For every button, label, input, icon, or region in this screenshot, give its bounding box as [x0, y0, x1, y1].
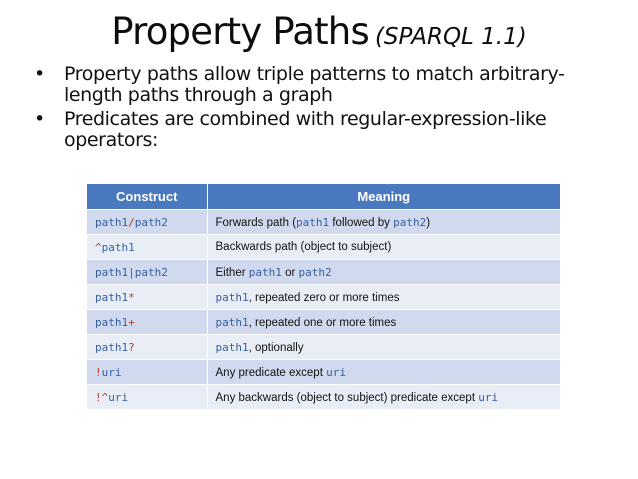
- code-token: uri: [101, 365, 122, 379]
- header-meaning: Meaning: [207, 184, 560, 210]
- operator-token: ^: [95, 240, 102, 254]
- code-token: path1: [215, 290, 249, 304]
- bullet-icon: •: [34, 108, 45, 130]
- operator-token: ?: [128, 340, 135, 354]
- meaning-text: Any predicate except: [215, 366, 327, 379]
- code-token: path2: [298, 265, 332, 279]
- table-row: [87, 385, 560, 410]
- table-header-row: [87, 184, 560, 210]
- code-token: path2: [393, 215, 427, 229]
- meaning-text: Forwards path (: [215, 216, 297, 229]
- construct-cell: [87, 360, 207, 385]
- operator-token: |: [128, 265, 135, 279]
- code-token: path1: [95, 215, 129, 229]
- code-token: path1: [101, 240, 135, 254]
- meaning-cell: [207, 310, 560, 335]
- code-token: uri: [326, 365, 346, 379]
- code-token: path1: [95, 290, 129, 304]
- meaning-cell: [207, 260, 560, 285]
- slide-title: [0, 10, 638, 53]
- table-row: [87, 360, 560, 385]
- meaning-text: , optionally: [248, 341, 304, 354]
- meaning-text: followed by: [329, 216, 394, 229]
- meaning-text: ): [426, 216, 431, 229]
- table-row: [87, 285, 560, 310]
- code-token: path1: [296, 215, 330, 229]
- table-row: [87, 260, 560, 285]
- meaning-cell: [207, 210, 560, 235]
- code-token: uri: [108, 390, 129, 404]
- meaning-cell: [207, 285, 560, 310]
- code-token: path1: [95, 340, 129, 354]
- bullet-item: [28, 109, 608, 151]
- code-token: path2: [134, 215, 168, 229]
- meaning-text: or: [281, 266, 299, 279]
- meaning-cell: [207, 335, 560, 360]
- title-subtitle: (SPARQL 1.1): [374, 24, 527, 50]
- header-construct: Construct: [87, 184, 207, 210]
- code-token: path1: [248, 265, 282, 279]
- table-row: [87, 335, 560, 360]
- construct-cell: [87, 335, 207, 360]
- construct-cell: [87, 210, 207, 235]
- code-token: path2: [134, 265, 168, 279]
- meaning-text: , repeated zero or more times: [248, 291, 400, 304]
- code-token: path1: [215, 340, 249, 354]
- code-token: path1: [95, 315, 129, 329]
- construct-cell: [87, 235, 207, 260]
- meaning-cell: [207, 235, 560, 260]
- meaning-text: Any backwards (object to subject) predicate except: [215, 391, 479, 404]
- operator-token: /: [128, 215, 135, 229]
- code-token: path1: [215, 315, 249, 329]
- bullet-text: Property paths allow triple patterns to match arbitrary-length paths through a graph: [64, 63, 565, 106]
- construct-cell: [87, 260, 207, 285]
- code-token: uri: [478, 390, 499, 404]
- table-row: [87, 310, 560, 335]
- bullet-icon: •: [34, 63, 45, 85]
- operator-token: *: [128, 290, 135, 304]
- operator-token: !: [95, 365, 102, 379]
- bullet-list: [28, 64, 608, 154]
- code-token: path1: [95, 265, 129, 279]
- meaning-text: Either: [215, 266, 249, 279]
- meaning-cell: [207, 385, 560, 410]
- operator-token: !^: [95, 390, 109, 404]
- meaning-cell: [207, 360, 560, 385]
- table-row: [87, 235, 560, 260]
- construct-cell: [87, 285, 207, 310]
- meaning-text: , repeated one or more times: [248, 316, 397, 329]
- bullet-item: [28, 64, 608, 106]
- table-row: [87, 210, 560, 235]
- bullet-text: Predicates are combined with regular-expression-like operators:: [64, 108, 547, 151]
- operator-token: +: [128, 315, 135, 329]
- construct-cell: [87, 385, 207, 410]
- construct-cell: [87, 310, 207, 335]
- property-path-table: [87, 184, 560, 409]
- meaning-text: Backwards path (object to subject): [215, 241, 392, 253]
- title-main: Property Paths: [111, 10, 369, 53]
